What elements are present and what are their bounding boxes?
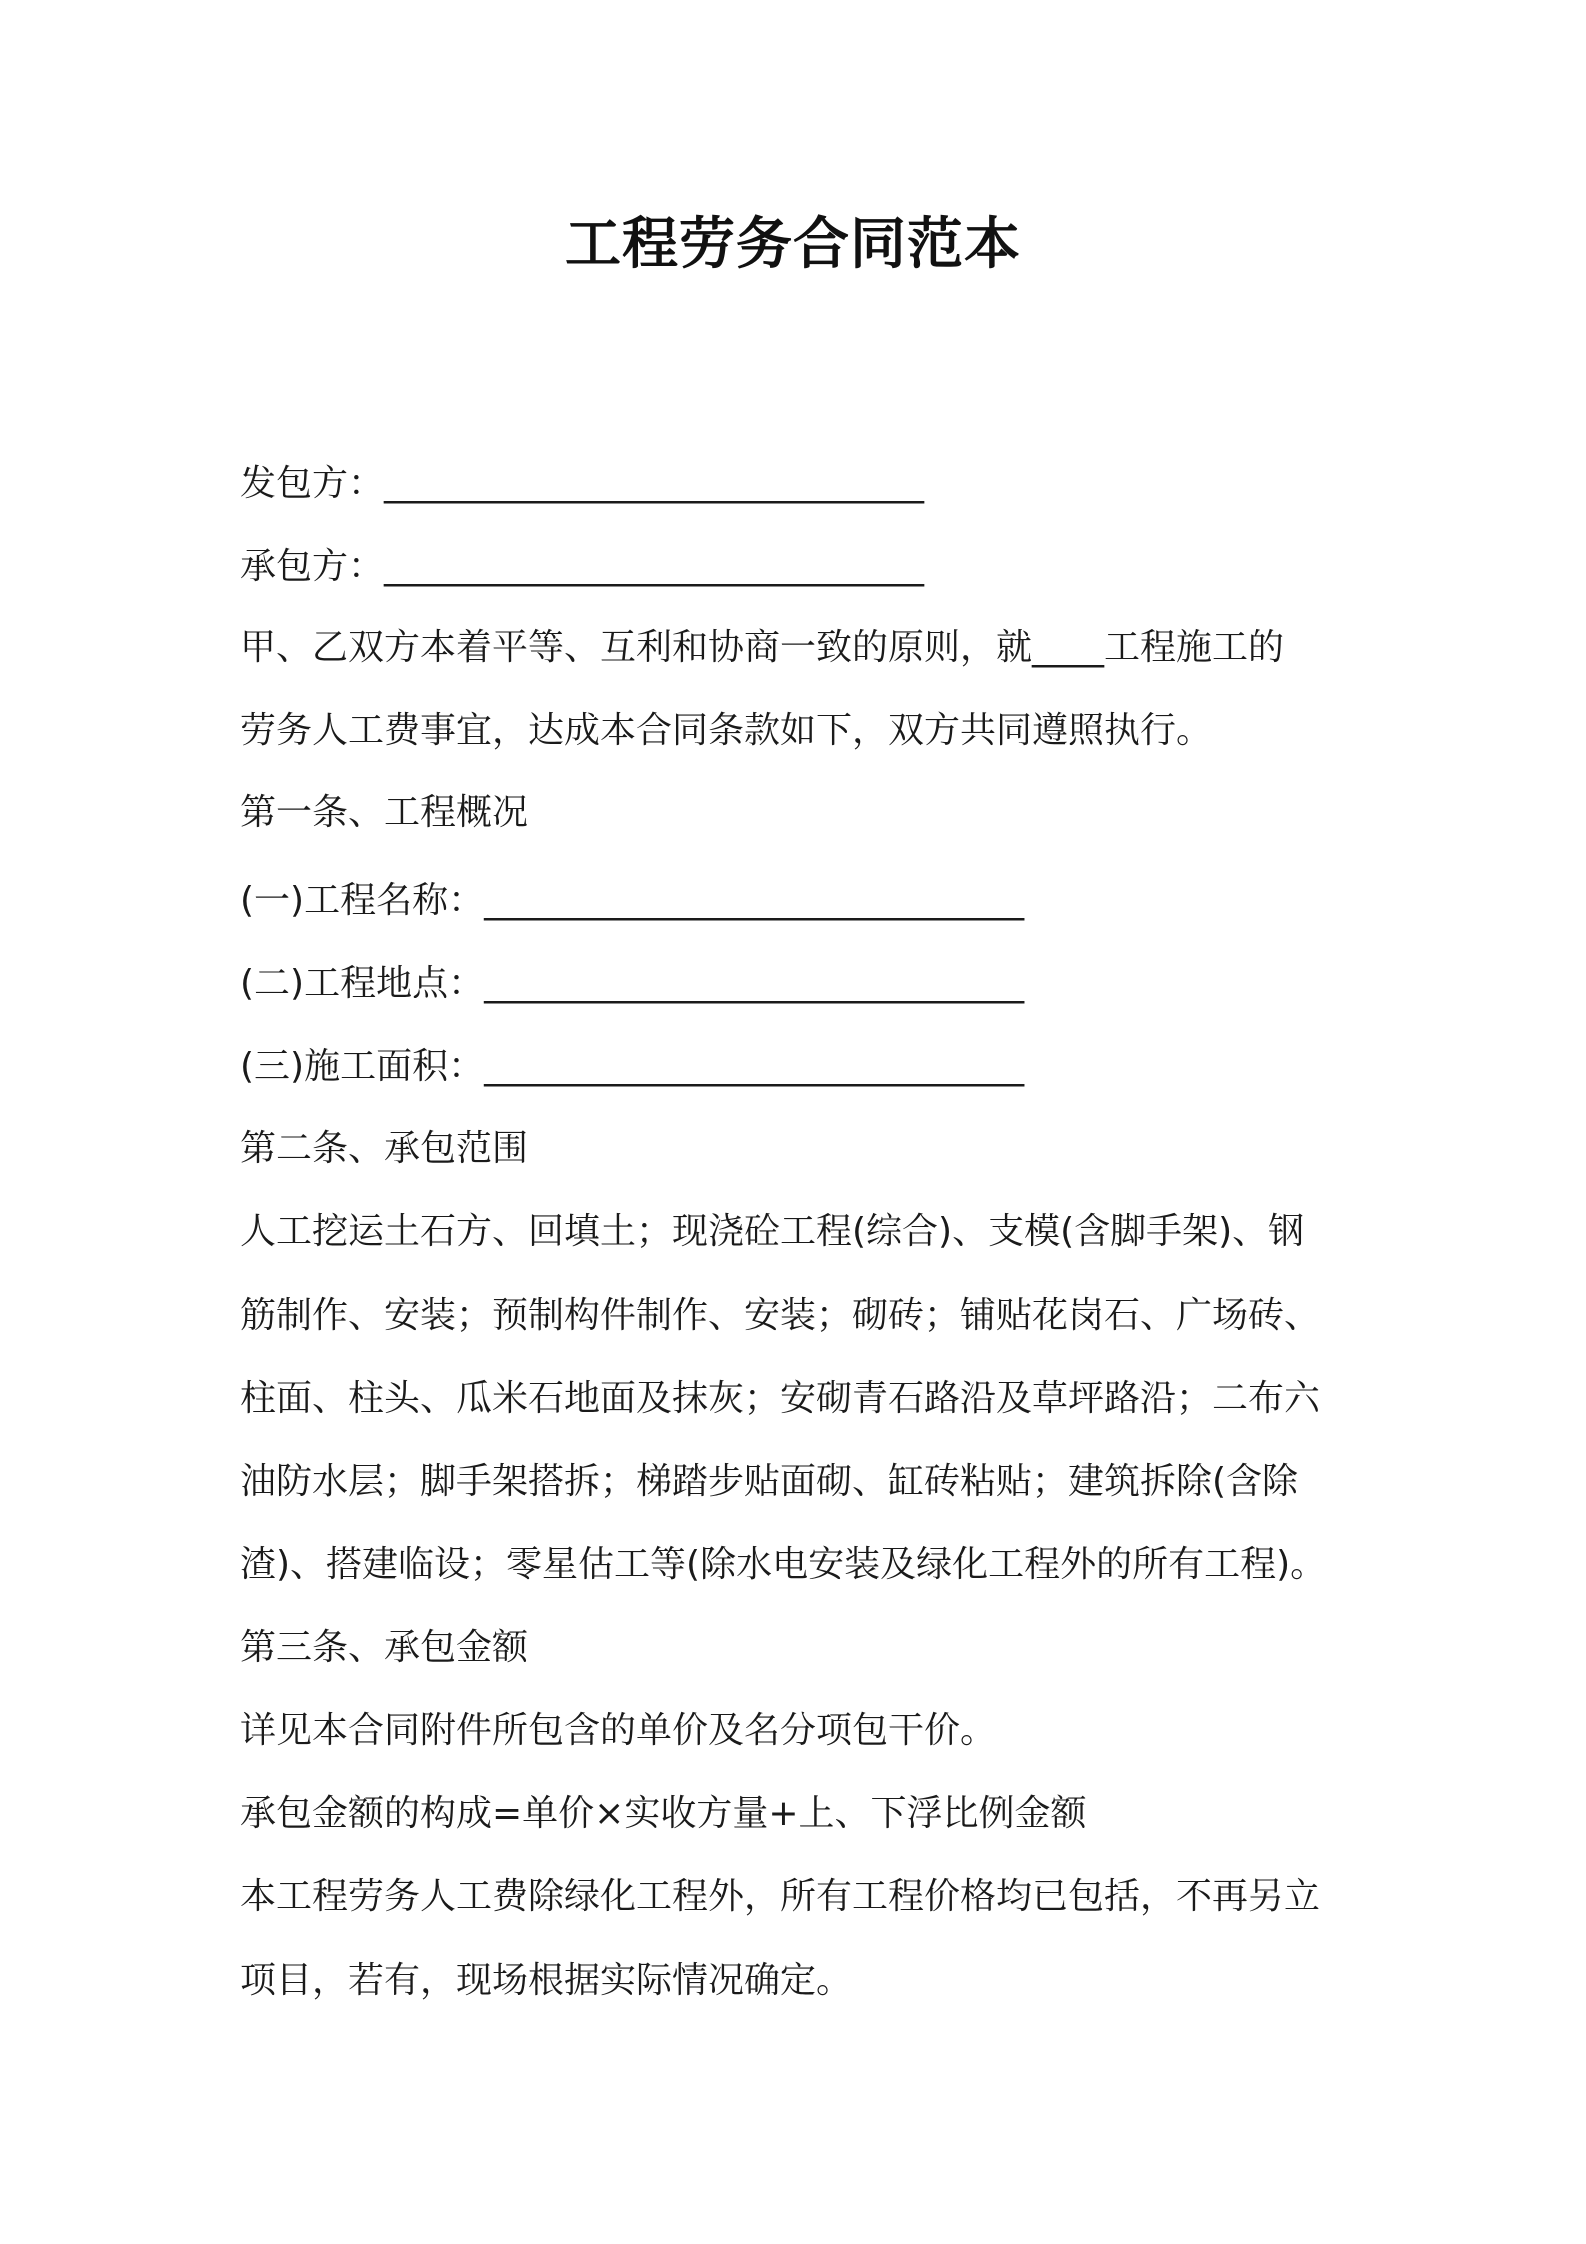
scope-line-2: 筋制作、安装；预制构件制作、安装；砌砖；铺贴花岗石、广场砖、	[240, 1295, 1321, 1336]
amount-formula-line: 承包金额的构成=单价×实收方量+上、下浮比例金额	[240, 1793, 1087, 1834]
amount-line-1: 详见本合同附件所包含的单价及名分项包干价。	[240, 1710, 997, 1751]
scope-line-3: 柱面、柱头、瓜米石地面及抹灰；安砌青石路沿及草坪路沿；二布六	[240, 1378, 1321, 1419]
amount-note-line-1: 本工程劳务人工费除绿化工程外，所有工程价格均已包括，不再另立	[240, 1876, 1321, 1917]
article-3-heading: 第三条、承包金额	[240, 1627, 529, 1668]
scope-line-5: 渣)、搭建临设；零星估工等(除水电安装及绿化工程外的所有工程)。	[240, 1544, 1327, 1585]
amount-note-line-2: 项目，若有，现场根据实际情况确定。	[240, 1960, 853, 2001]
preamble-line-1: 甲、乙双方本着平等、互利和协商一致的原则，就____工程施工的	[240, 627, 1285, 668]
preamble-line-2: 劳务人工费事宜，达成本合同条款如下，双方共同遵照执行。	[240, 710, 1213, 751]
scope-line-4: 油防水层；脚手架搭拆；梯踏步贴面砌、缸砖粘贴；建筑拆除(含除	[240, 1461, 1299, 1502]
employer-field-line: 发包方：______________________________	[240, 463, 925, 504]
construction-area-field-line: (三)施工面积：______________________________	[240, 1046, 1025, 1087]
article-2-heading: 第二条、承包范围	[240, 1128, 529, 1169]
document-title: 工程劳务合同范本	[565, 212, 1021, 277]
project-name-field-line: (一)工程名称：______________________________	[240, 880, 1025, 921]
project-location-field-line: (二)工程地点：______________________________	[240, 963, 1025, 1004]
contractor-field-line: 承包方：______________________________	[240, 546, 925, 587]
article-1-heading: 第一条、工程概况	[240, 792, 529, 833]
scope-line-1: 人工挖运土石方、回填土；现浇砼工程(综合)、支模(含脚手架)、钢	[240, 1211, 1305, 1252]
